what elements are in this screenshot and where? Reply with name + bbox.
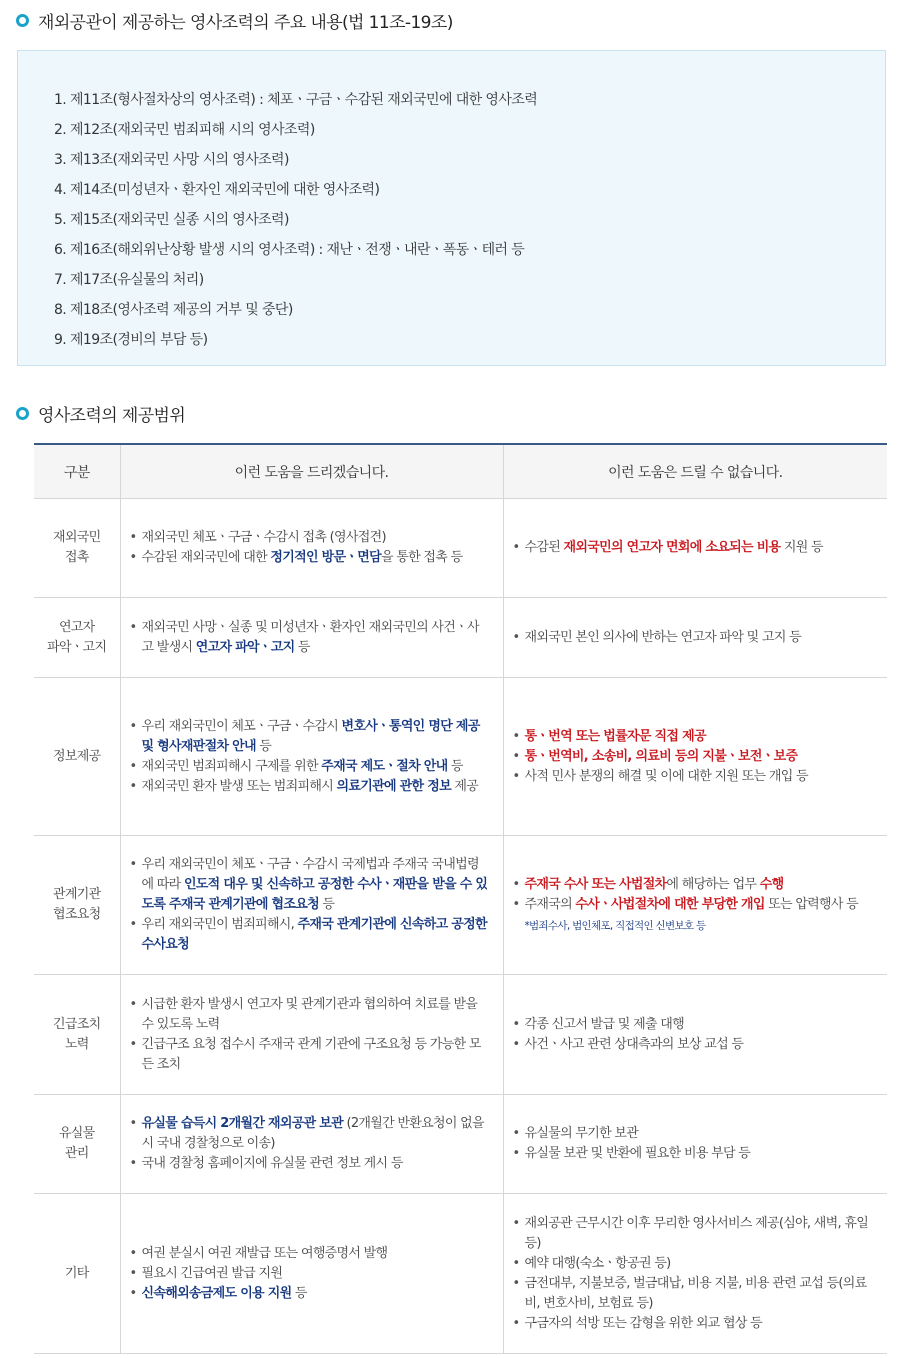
item-text: 등 [255,738,272,754]
item-text: 재외국민 본인 의사에 반하는 연고자 파악 및 고지 등 [524,629,801,645]
list-item [512,895,874,915]
item-text: 여권 분실시 여권 재발급 또는 여행증명서 발행 [141,1245,388,1261]
table-row [34,499,887,598]
bullet-list [129,717,489,797]
category-text: 접촉 [64,550,89,565]
article-item: 7. 제17조(유실물의 처리) [54,272,204,288]
item-text: 긴급구조 요청 접수시 주재국 관계 기관에 구조요청 등 가능한 모든 조치 [141,1036,481,1072]
bullet-list [129,1244,489,1304]
can-help-cell [120,678,503,836]
circle-bullet-icon [16,14,29,27]
highlight-text-navy: 변호사ㆍ통역인 명단 제공 및 형사재판절차 안내 [141,718,480,754]
item-text: 예약 대행(숙소ㆍ항공권 등) [524,1255,671,1271]
circle-bullet-icon [16,407,29,420]
bullet-list [512,727,874,787]
list-item [129,717,489,757]
item-text: 국내 경찰청 홈페이지에 유실물 관련 정보 게시 등 [141,1156,403,1171]
table-row [34,1194,887,1354]
list-item [512,1254,874,1274]
can-help-cell [120,1194,503,1354]
item-text: 등 [319,897,335,912]
bullet-list [512,538,874,558]
item-text: 금전대부, 지불보증, 벌금대납, 비용 지불, 비용 관련 교섭 등(의료비, 변호사비, 보험료 등) [524,1275,867,1311]
category-text: 정보제공 [53,748,101,764]
cannot-help-cell [503,499,887,598]
item-text: 구금자의 석방 또는 감형을 위한 외교 협상 등 [524,1315,762,1331]
article-item: 6. 제16조(해외위난상황 발생 시의 영사조력) : 재난ㆍ전쟁ㆍ내란ㆍ폭동ㆍ테러 등 [54,242,525,258]
item-text: 재외국민 사망ㆍ실종 및 미성년자ㆍ환자인 재외국민의 사건ㆍ사고 발생시 [141,619,479,655]
cannot-help-cell [503,678,887,836]
item-text: 재외공관 근무시간 이후 무리한 영사서비스 제공(심야, 새벽, 휴일 등) [524,1215,869,1251]
bullet-list [512,875,874,915]
section-title-text: 재외공관이 제공하는 영사조력의 주요 내용(법 11조-19조) [38,13,453,33]
item-text: 지원 등 [780,540,823,555]
highlight-text-navy: 인도적 대우 및 신속하고 공정한 수사ㆍ재판을 받을 수 있도록 주재국 관계기관에 협조요청 [141,877,488,912]
list-item [512,1214,874,1254]
item-text: 을 통한 접촉 등 [380,550,463,565]
list-item [129,1035,489,1075]
article-item: 8. 제18조(영사조력 제공의 거부 및 중단) [54,302,293,318]
article-item: 4. 제14조(미성년자ㆍ환자인 재외국민에 대한 영사조력) [54,182,380,198]
category-text: 관리 [64,1146,89,1161]
can-help-cell [120,1095,503,1194]
header-category: 구분 [34,444,120,499]
article-item: 1. 제11조(형사절차상의 영사조력) : 체포ㆍ구금ㆍ수감된 재외국민에 대한 영사조력 [54,92,538,108]
category-text: 노력 [64,1036,89,1052]
highlight-text-red: 재외국민의 연고자 면회에 소요되는 비용 [563,540,781,555]
cannot-help-cell [503,975,887,1095]
scope-table [34,443,887,1354]
list-item [129,1284,489,1304]
category-cell [34,1194,120,1354]
list-item [129,1244,489,1264]
list-item [129,1154,489,1174]
highlight-text-navy: 의료기관에 관한 정보 [336,778,451,794]
cannot-help-cell [503,1194,887,1354]
table-row [34,975,887,1095]
table-row [34,1095,887,1194]
can-help-cell [120,836,503,975]
item-text: 에 해당하는 업무 [666,877,760,892]
item-text: 등 [291,1285,307,1301]
bullet-list [129,995,489,1075]
highlight-text-navy: 정기적인 방문ㆍ면담 [270,550,381,565]
category-text: 긴급조치 [53,1016,101,1032]
category-text: 연고자 [58,619,95,635]
table-header-row [34,444,887,499]
footnote: *범죄수사, 범인체포, 직접적인 신변보호 등 [524,920,706,932]
list-item [129,777,489,797]
list-item [129,995,489,1035]
list-item [129,915,489,955]
list-item [512,767,874,787]
can-help-cell [120,499,503,598]
category-cell [34,499,120,598]
item-text: 필요시 긴급여권 발급 지원 [141,1265,283,1281]
item-text: 또는 압력행사 등 [764,897,859,912]
category-cell [34,836,120,975]
list-item [512,1274,874,1314]
category-cell [34,598,120,678]
item-text: 유실물 보관 및 반환에 필요한 비용 부담 등 [524,1146,751,1161]
item-text: 사적 민사 분쟁의 해결 및 이에 대한 지원 또는 개입 등 [524,768,808,784]
category-cell [34,975,120,1095]
list-item [512,747,874,767]
category-text: 재외국민 [53,530,101,545]
item-text: 각종 신고서 발급 및 제출 대행 [524,1016,684,1032]
can-help-cell [120,598,503,678]
article-item: 9. 제19조(경비의 부담 등) [54,332,208,348]
bullet-list [512,628,874,648]
bullet-list [512,1124,874,1164]
list-item [129,1264,489,1284]
can-help-cell [120,975,503,1095]
table-row [34,598,887,678]
item-text: (2개월간 반환요청이 없을시 국내 경찰청으로 이송) [141,1116,484,1151]
highlight-text-red: 수사ㆍ사법절차에 대한 부당한 개입 [575,897,765,912]
table-row [34,836,887,975]
cannot-help-cell [503,598,887,678]
category-text: 협조요청 [53,907,101,922]
list-item [512,1124,874,1144]
list-item [512,1144,874,1164]
highlight-text-red: 수행 [759,877,784,892]
list-item [512,1015,874,1035]
article-item: 5. 제15조(재외국민 실종 시의 영사조력) [54,212,289,228]
list-item [129,1114,489,1154]
list-item [129,757,489,777]
item-text: 등 [294,639,310,655]
highlight-text-navy: 연고자 파악ㆍ고지 [195,639,295,655]
list-item [512,875,874,895]
list-item [129,548,489,568]
bullet-list [129,528,489,568]
category-text: 기타 [64,1265,89,1281]
bullet-list [129,1114,489,1174]
item-text: 재외국민 환자 발생 또는 범죄피해시 [141,778,337,794]
category-cell [34,678,120,836]
article-list [54,85,537,355]
category-text: 파악ㆍ고지 [47,639,107,655]
highlight-text-navy: 주재국 제도ㆍ절차 안내 [321,758,448,774]
article-list-box [17,50,886,366]
section-title-main-content [16,8,453,33]
article-item: 2. 제12조(재외국민 범죄피해 시의 영사조력) [54,122,315,138]
bullet-list [512,1214,874,1334]
list-item [129,618,489,658]
bullet-list [129,855,489,955]
list-item [512,538,874,558]
bullet-list [129,618,489,658]
cannot-help-cell [503,1095,887,1194]
list-item [512,1035,874,1055]
item-text: 주재국의 [524,897,576,912]
item-text: 우리 재외국민이 체포ㆍ구금ㆍ수감시 [141,718,342,734]
item-text: 유실물의 무기한 보관 [524,1126,639,1141]
item-text: 재외국민 체포ㆍ구금ㆍ수감시 접촉 (영사접견) [141,530,386,545]
list-item [512,1314,874,1334]
item-text: 재외국민 범죄피해시 구제를 위한 [141,758,322,774]
bullet-list [512,1015,874,1055]
item-text: 수감된 재외국민에 대한 [141,550,271,565]
category-text: 유실물 [58,1126,95,1141]
highlight-text-navy: 주재국 관계기관에 신속하고 공정한 수사요청 [141,917,487,952]
header-cannot-help: 이런 도움은 드릴 수 없습니다. [503,444,887,499]
table-row [34,678,887,836]
section-title-text: 영사조력의 제공범위 [38,406,186,426]
item-text: 제공 [450,778,479,794]
section-title-scope [16,401,185,426]
highlight-text-red: 통ㆍ번역 또는 법률자문 직접 제공 [524,728,706,744]
list-item [512,727,874,747]
item-text: 사건ㆍ사고 관련 상대측과의 보상 교섭 등 [524,1036,744,1052]
highlight-text-navy: 유실물 습득시 2개월간 재외공관 보관 [141,1116,344,1131]
category-cell [34,1095,120,1194]
list-item [512,628,874,648]
list-item [129,855,489,915]
list-item [129,528,489,548]
item-text: 등 [447,758,463,774]
header-can-help: 이런 도움을 드리겠습니다. [120,444,503,499]
highlight-text-red: 통ㆍ번역비, 소송비, 의료비 등의 지불ㆍ보전ㆍ보증 [524,748,798,764]
highlight-text-navy: 신속해외송금제도 이용 지원 [141,1285,292,1301]
highlight-text-red: 주재국 수사 또는 사법절차 [524,877,667,892]
item-text: 수감된 [524,540,564,555]
item-text: 우리 재외국민이 범죄피해시, [141,917,298,932]
item-text: 우리 재외국민이 체포ㆍ구금ㆍ수감시 국제법과 주재국 국내법령에 따라 [141,857,479,892]
category-text: 관계기관 [53,887,101,902]
cannot-help-cell [503,836,887,975]
article-item: 3. 제13조(재외국민 사망 시의 영사조력) [54,152,289,168]
item-text: 시급한 환자 발생시 연고자 및 관계기관과 협의하여 치료를 받을 수 있도록 노력 [141,996,478,1032]
